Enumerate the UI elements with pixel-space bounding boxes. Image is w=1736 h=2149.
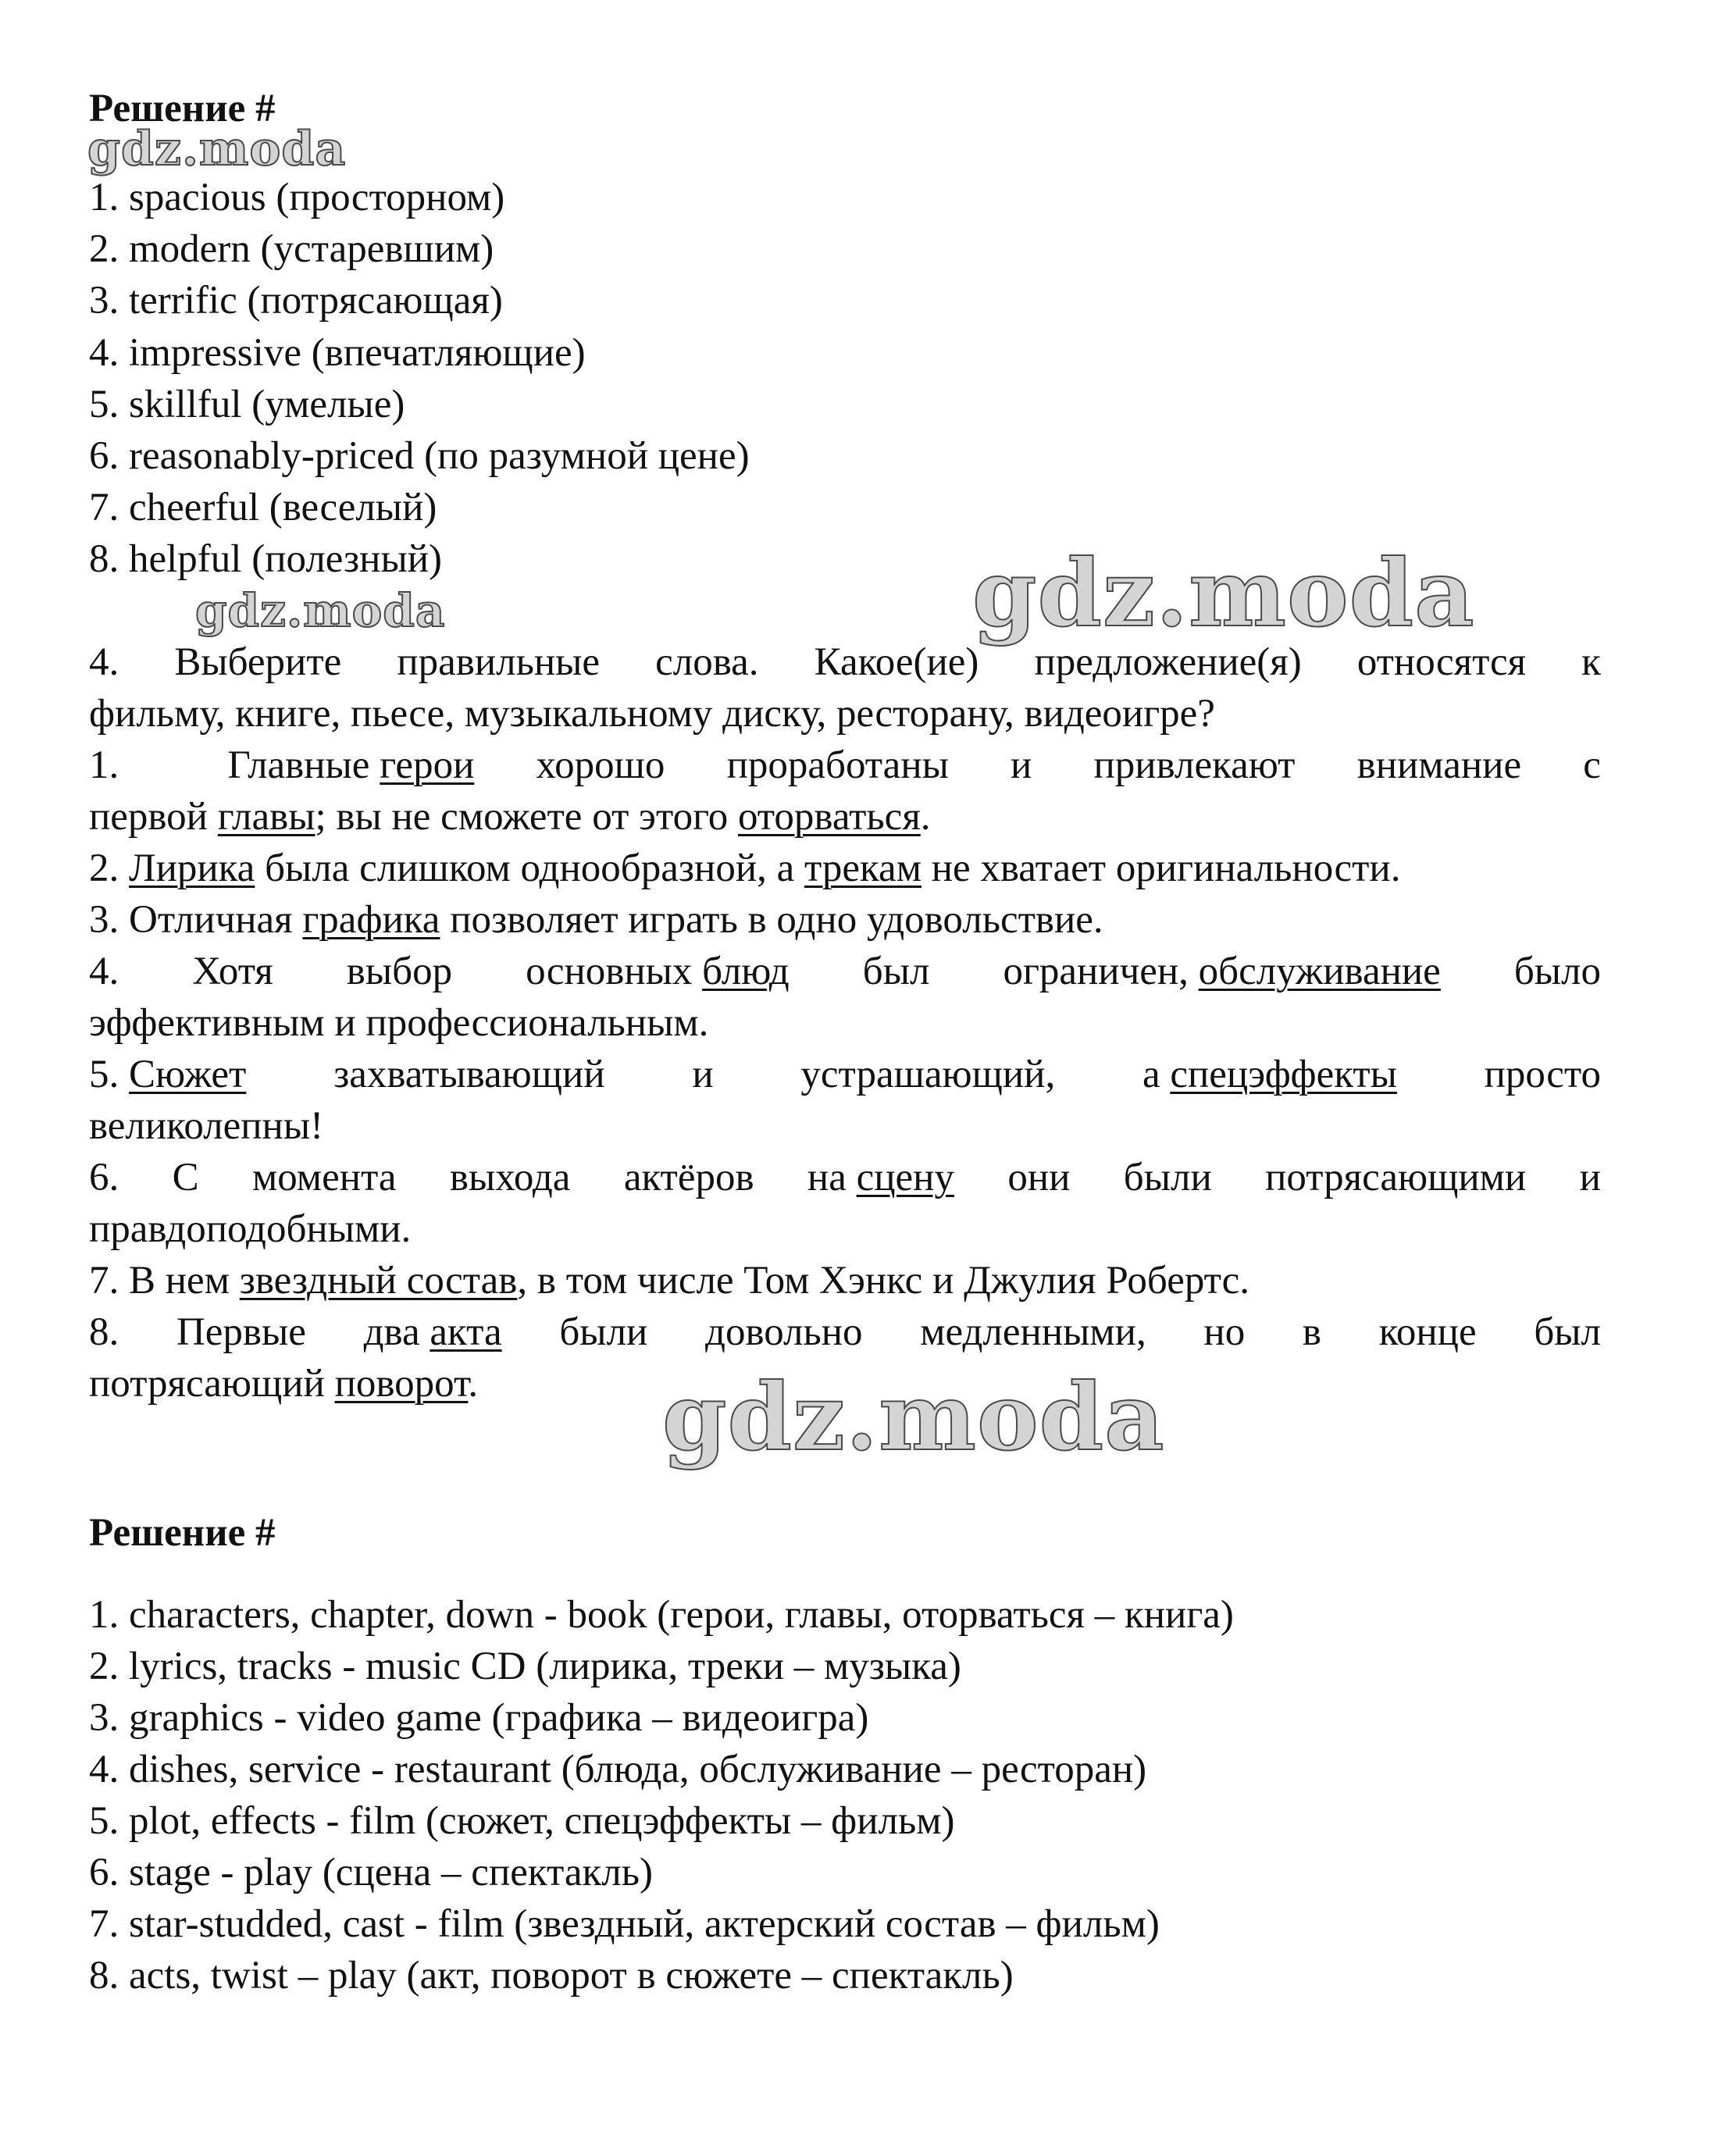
watermark-logo-2: gdz.moda bbox=[195, 584, 446, 637]
sentence-3: 3. Отличная графика позволяет играть в одно удовольствие. bbox=[89, 898, 1103, 942]
underlined-word: графика bbox=[302, 898, 440, 942]
underlined-word: трекам bbox=[804, 846, 921, 890]
underlined-word: герои bbox=[380, 743, 475, 787]
answer-1-item: 1. spacious (просторном) bbox=[89, 176, 505, 219]
sentence-7: 7. В нем звездный состав, в том числе Том Хэнкс и Джулия Робертс. bbox=[89, 1259, 1249, 1303]
sentence-5-line-2: великолепны! bbox=[89, 1104, 324, 1148]
answer-1-item: 6. reasonably-priced (по разумной цене) bbox=[89, 434, 750, 478]
underlined-word: Сюжет bbox=[129, 1053, 247, 1096]
sentence-1-line-1: 1. Главные герои хорошо проработаны и привлекают внимание с bbox=[89, 743, 1601, 787]
underlined-word: блюд bbox=[702, 950, 790, 993]
underlined-word: главы bbox=[217, 795, 315, 839]
watermark-logo-1: gdz.moda bbox=[87, 122, 347, 176]
sentence-6-line-1: 6. С момента выхода актёров на сцену они были потрясающими и bbox=[89, 1156, 1601, 1199]
watermark-logo-3: gdz.moda bbox=[972, 539, 1475, 647]
sentence-6-line-2: правдоподобными. bbox=[89, 1207, 412, 1251]
answer-1-item: 4. impressive (впечатляющие) bbox=[89, 331, 586, 375]
sentence-5-line-1: 5. Сюжет захватывающий и устрашающий, а спецэффекты просто bbox=[89, 1053, 1601, 1096]
answer-2-item: 5. plot, effects - film (сюжет, спецэффекты – фильм) bbox=[89, 1799, 955, 1843]
sentence-2: 2. Лирика была слишком однообразной, а трекам не хватает оригинальности. bbox=[89, 846, 1401, 890]
answer-2-item: 6. stage - play (сцена – спектакль) bbox=[89, 1851, 653, 1894]
solution-heading-2: Решение # bbox=[89, 1511, 276, 1555]
sentence-8-line-2: потрясающий поворот. bbox=[89, 1362, 479, 1406]
answer-2-item: 8. acts, twist – play (акт, поворот в сюжете – спектакль) bbox=[89, 1954, 1014, 1998]
task-line-2: фильму, книге, пьесе, музыкальному диску, ресторану, видеоигре? bbox=[89, 692, 1215, 736]
sentence-1-line-2: первой главы; вы не сможете от этого оторваться. bbox=[89, 795, 931, 839]
underlined-word: звездный состав bbox=[239, 1259, 518, 1303]
sentence-4-line-2: эффективным и профессиональным. bbox=[89, 1001, 709, 1045]
underlined-word: оторваться bbox=[737, 795, 921, 839]
answer-1-item: 2. modern (устаревшим) bbox=[89, 227, 494, 271]
answer-1-item: 7. cheerful (веселый) bbox=[89, 486, 437, 529]
underlined-word: обслуживание bbox=[1198, 950, 1441, 993]
underlined-word: сцену bbox=[856, 1156, 954, 1199]
answer-1-item: 3. terrific (потрясающая) bbox=[89, 279, 503, 323]
answer-2-item: 2. lyrics, tracks - music CD (лирика, треки – музыка) bbox=[89, 1645, 961, 1688]
solution-heading-1: Решение # bbox=[89, 87, 276, 130]
watermark-logo-4: gdz.moda bbox=[662, 1363, 1165, 1471]
answer-2-item: 4. dishes, service - restaurant (блюда, обслуживание – ресторан) bbox=[89, 1748, 1147, 1791]
answer-2-item: 3. graphics - video game (графика – видеоигра) bbox=[89, 1696, 869, 1740]
sentence-8-line-1: 8. Первые два акта были довольно медленными, но в конце был bbox=[89, 1310, 1601, 1354]
underlined-word: Лирика bbox=[129, 846, 255, 890]
answer-1-item: 8. helpful (полезный) bbox=[89, 537, 443, 581]
answer-2-item: 1. characters, chapter, down - book (герои, главы, оторваться – книга) bbox=[89, 1593, 1234, 1637]
underlined-word: спецэффекты bbox=[1170, 1053, 1397, 1096]
answer-1-item: 5. skillful (умелые) bbox=[89, 383, 405, 426]
underlined-word: акта bbox=[430, 1310, 502, 1354]
task-line-1: 4. Выберите правильные слова. Какое(ие) предложение(я) относятся к bbox=[89, 640, 1601, 684]
answer-2-item: 7. star-studded, cast - film (звездный, актерский состав – фильм) bbox=[89, 1902, 1160, 1946]
underlined-word: поворот bbox=[334, 1362, 469, 1406]
sentence-4-line-1: 4. Хотя выбор основных блюд был ограничен, обслуживание было bbox=[89, 950, 1601, 993]
